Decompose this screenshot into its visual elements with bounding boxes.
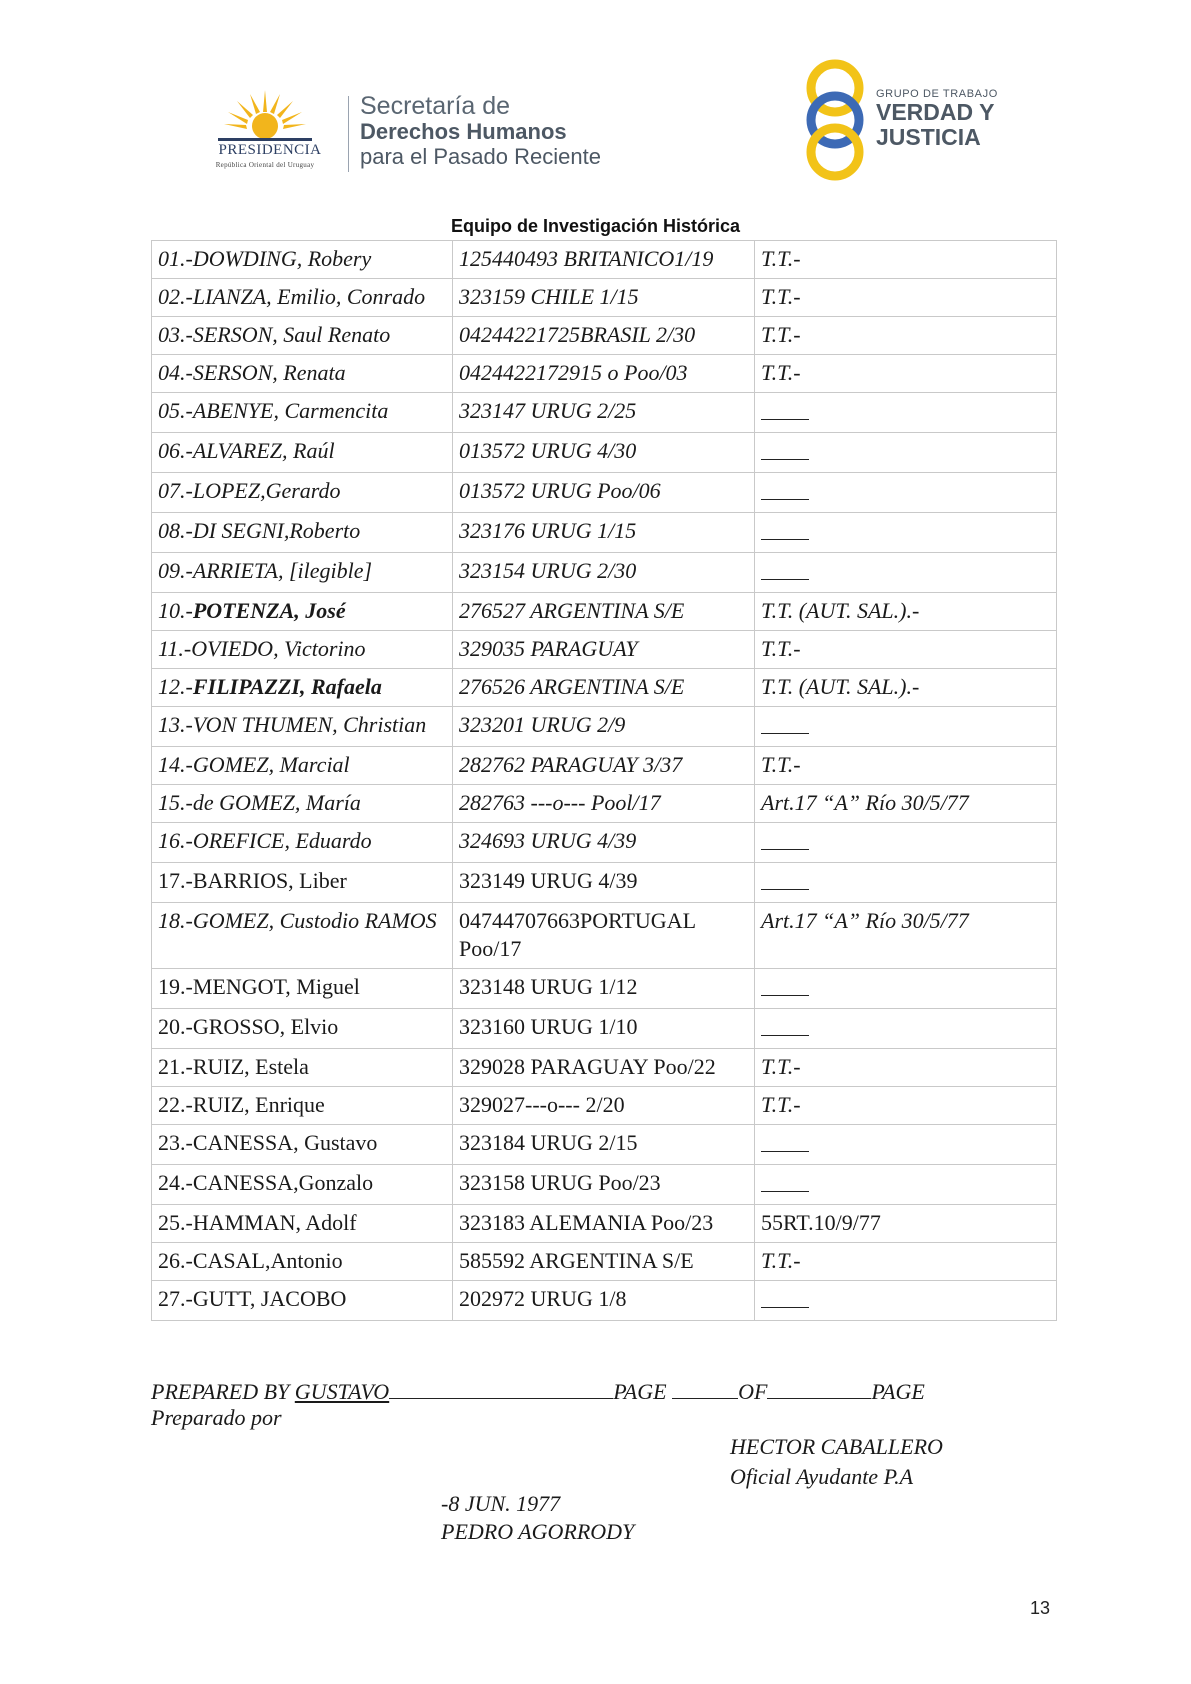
- document-cell: 323160 URUG 1/10: [453, 1009, 755, 1049]
- observation-cell: [755, 1281, 1057, 1321]
- page-number: 13: [1030, 1598, 1051, 1618]
- vj-line-2: JUSTICIA: [876, 124, 981, 150]
- row-number: 25.-: [158, 1210, 193, 1235]
- observation-cell: [755, 473, 1057, 513]
- detainee-table: [151, 240, 1057, 1321]
- secretaria-line-1: Secretaría de: [360, 92, 511, 120]
- person-name: OREFICE, Eduardo: [192, 828, 372, 853]
- person-name: LIANZA, Emilio, Conrado: [192, 284, 426, 309]
- table-row: [152, 1009, 1057, 1049]
- observation-cell: T.T.-: [755, 279, 1057, 317]
- observation-cell: T.T.-: [755, 241, 1057, 279]
- table-row: [152, 1125, 1057, 1165]
- person-name: BARRIOS, Liber: [192, 868, 347, 893]
- name-cell: [152, 969, 453, 1009]
- row-number: 13.-: [158, 712, 193, 737]
- table-row: [152, 785, 1057, 823]
- blank-line: [761, 397, 809, 420]
- table-row: [152, 279, 1057, 317]
- row-number: 20.-: [158, 1014, 193, 1039]
- document-cell: 323148 URUG 1/12: [453, 969, 755, 1009]
- row-number: 21.-: [158, 1054, 193, 1079]
- row-number: 27.-: [158, 1286, 193, 1311]
- table-row: [152, 1087, 1057, 1125]
- blank-line: [761, 1129, 809, 1152]
- document-cell: 0424422172915 o Poo/03: [453, 355, 755, 393]
- prepared-by-blank: [389, 1378, 613, 1399]
- prepared-by-label: PREPARED BY: [151, 1379, 295, 1404]
- secretaria-line-3: para el Pasado Reciente: [360, 144, 601, 169]
- table-row: [152, 747, 1057, 785]
- table-row: [152, 1165, 1057, 1205]
- blank-line: [761, 1285, 809, 1308]
- observation-cell: [755, 969, 1057, 1009]
- row-number: 24.-: [158, 1170, 193, 1195]
- table-row: [152, 553, 1057, 593]
- prepared-by-name: GUSTAVO: [294, 1379, 390, 1404]
- blank-line: [761, 867, 809, 890]
- document-cell: 323176 URUG 1/15: [453, 513, 755, 553]
- observation-cell: [755, 863, 1057, 903]
- signatory-name: HECTOR CABALLERO: [730, 1434, 943, 1459]
- person-name: CASAL,Antonio: [192, 1248, 343, 1273]
- row-number: 05.-: [158, 398, 193, 423]
- person-name: de GOMEZ, María: [192, 790, 361, 815]
- name-cell: [152, 823, 453, 863]
- blank-line: [761, 973, 809, 996]
- row-number: 17.-: [158, 868, 193, 893]
- table-row: [152, 631, 1057, 669]
- blank-line: [761, 437, 809, 460]
- row-number: 22.-: [158, 1092, 193, 1117]
- observation-cell: [755, 823, 1057, 863]
- observation-cell: T.T.-: [755, 355, 1057, 393]
- observation-cell: T.T.-: [755, 1049, 1057, 1087]
- blank-line: [761, 711, 809, 734]
- person-name: GROSSO, Elvio: [192, 1014, 339, 1039]
- person-name: DOWDING, Robery: [192, 246, 372, 271]
- signature-block-2: [441, 1490, 634, 1546]
- name-cell: [152, 241, 453, 279]
- table-row: [152, 473, 1057, 513]
- observation-cell: [755, 1165, 1057, 1205]
- row-number: 01.-: [158, 246, 193, 271]
- vj-top-label: GRUPO DE TRABAJO: [876, 88, 998, 100]
- signatory-2-name: PEDRO AGORRODY: [441, 1519, 635, 1544]
- document-cell: 323158 URUG Poo/23: [453, 1165, 755, 1205]
- page-label: PAGE: [613, 1379, 667, 1404]
- person-name: ARRIETA, [ilegible]: [192, 558, 373, 583]
- name-cell: [152, 631, 453, 669]
- observation-cell: T.T. (AUT. SAL.).-: [755, 593, 1057, 631]
- presidencia-subtitle: República Oriental del Uruguay: [215, 161, 315, 169]
- table-row: [152, 355, 1057, 393]
- name-cell: [152, 707, 453, 747]
- table-row: [152, 1049, 1057, 1087]
- secretaria-logo-text: [360, 94, 601, 169]
- person-name: RUIZ, Enrique: [192, 1092, 325, 1117]
- name-cell: [152, 355, 453, 393]
- row-number: 16.-: [158, 828, 193, 853]
- person-name: HAMMAN, Adolf: [192, 1210, 357, 1235]
- page-blank: [672, 1378, 738, 1399]
- person-name: POTENZA, José: [192, 598, 346, 623]
- name-cell: [152, 279, 453, 317]
- name-cell: [152, 1205, 453, 1243]
- table-row: [152, 903, 1057, 969]
- rings-icon: [800, 58, 870, 183]
- table-row: [152, 393, 1057, 433]
- document-cell: 323201 URUG 2/9: [453, 707, 755, 747]
- observation-cell: [755, 553, 1057, 593]
- table-row: [152, 593, 1057, 631]
- row-number: 09.-: [158, 558, 193, 583]
- observation-cell: 55RT.10/9/77: [755, 1205, 1057, 1243]
- document-cell: 125440493 BRITANICO1/19: [453, 241, 755, 279]
- person-name: GUTT, JACOBO: [192, 1286, 347, 1311]
- blank-line: [761, 1013, 809, 1036]
- blank-line: [761, 1169, 809, 1192]
- name-cell: [152, 903, 453, 969]
- table-row: [152, 823, 1057, 863]
- row-number: 07.-: [158, 478, 193, 503]
- table-row: [152, 1281, 1057, 1321]
- blank-line: [761, 557, 809, 580]
- person-name: VON THUMEN, Christian: [192, 712, 427, 737]
- document-cell: 329027---o--- 2/20: [453, 1087, 755, 1125]
- document-cell: 323159 CHILE 1/15: [453, 279, 755, 317]
- row-number: 02.-: [158, 284, 193, 309]
- table-row: [152, 669, 1057, 707]
- observation-cell: [755, 707, 1057, 747]
- row-number: 03.-: [158, 322, 193, 347]
- observation-cell: T.T.-: [755, 1243, 1057, 1281]
- name-cell: [152, 473, 453, 513]
- section-title: Equipo de Investigación Histórica: [450, 216, 741, 236]
- name-cell: [152, 393, 453, 433]
- blank-line: [761, 477, 809, 500]
- document-cell: 323183 ALEMANIA Poo/23: [453, 1205, 755, 1243]
- observation-cell: [755, 1125, 1057, 1165]
- person-name: SERSON, Renata: [192, 360, 346, 385]
- blank-line: [761, 517, 809, 540]
- document-cell: 282762 PARAGUAY 3/37: [453, 747, 755, 785]
- prepared-by-line: [151, 1378, 925, 1405]
- name-cell: [152, 1281, 453, 1321]
- observation-cell: Art.17 “A” Río 30/5/77: [755, 903, 1057, 969]
- document-cell: 323154 URUG 2/30: [453, 553, 755, 593]
- name-cell: [152, 1125, 453, 1165]
- row-number: 19.-: [158, 974, 193, 999]
- observation-cell: T.T. (AUT. SAL.).-: [755, 669, 1057, 707]
- name-cell: [152, 1049, 453, 1087]
- name-cell: [152, 863, 453, 903]
- blank-line: [761, 827, 809, 850]
- document-cell: 276526 ARGENTINA S/E: [453, 669, 755, 707]
- document-cell: 585592 ARGENTINA S/E: [453, 1243, 755, 1281]
- row-number: 11.-: [158, 636, 192, 661]
- vj-line-1: VERDAD Y: [876, 99, 995, 125]
- document-cell: 013572 URUG Poo/06: [453, 473, 755, 513]
- verdad-justicia-logo: [800, 58, 1030, 183]
- observation-cell: T.T.-: [755, 1087, 1057, 1125]
- document-cell: 013572 URUG 4/30: [453, 433, 755, 473]
- person-name: MENGOT, Miguel: [192, 974, 360, 999]
- name-cell: [152, 433, 453, 473]
- sun-icon: [190, 86, 340, 146]
- person-name: SERSON, Saul Renato: [192, 322, 391, 347]
- table-row: [152, 863, 1057, 903]
- document-date: -8 JUN. 1977: [441, 1491, 561, 1516]
- person-name: LOPEZ,Gerardo: [192, 478, 341, 503]
- person-name: GOMEZ, Custodio RAMOS: [192, 908, 437, 933]
- row-number: 04.-: [158, 360, 193, 385]
- name-cell: [152, 1087, 453, 1125]
- logo-divider: [348, 96, 349, 172]
- observation-cell: [755, 393, 1057, 433]
- name-cell: [152, 1009, 453, 1049]
- document-cell: 04244221725BRASIL 2/30: [453, 317, 755, 355]
- of-label: OF: [738, 1379, 768, 1404]
- row-number: 10.-: [158, 598, 193, 623]
- name-cell: [152, 1165, 453, 1205]
- observation-cell: T.T.-: [755, 317, 1057, 355]
- observation-cell: Art.17 “A” Río 30/5/77: [755, 785, 1057, 823]
- of-blank: [767, 1378, 871, 1399]
- document-cell: 202972 URUG 1/8: [453, 1281, 755, 1321]
- person-name: CANESSA, Gustavo: [192, 1130, 378, 1155]
- table-row: [152, 241, 1057, 279]
- observation-cell: T.T.-: [755, 631, 1057, 669]
- presidencia-logo: [190, 86, 340, 178]
- row-number: 26.-: [158, 1248, 193, 1273]
- table-row: [152, 433, 1057, 473]
- document-cell: 323184 URUG 2/15: [453, 1125, 755, 1165]
- table-row: [152, 317, 1057, 355]
- name-cell: [152, 1243, 453, 1281]
- observation-cell: [755, 513, 1057, 553]
- document-cell: 323147 URUG 2/25: [453, 393, 755, 433]
- observation-cell: T.T.-: [755, 747, 1057, 785]
- row-number: 18.-: [158, 908, 193, 933]
- document-cell: 329028 PARAGUAY Poo/22: [453, 1049, 755, 1087]
- row-number: 08.-: [158, 518, 193, 543]
- page-label-2: PAGE: [871, 1379, 925, 1404]
- person-name: OVIEDO, Victorino: [191, 636, 366, 661]
- document-cell: 04744707663PORTUGAL Poo/17: [453, 903, 755, 969]
- name-cell: [152, 513, 453, 553]
- person-name: RUIZ, Estela: [192, 1054, 309, 1079]
- name-cell: [152, 317, 453, 355]
- person-name: CANESSA,Gonzalo: [192, 1170, 374, 1195]
- row-number: 14.-: [158, 752, 193, 777]
- observation-cell: [755, 1009, 1057, 1049]
- person-name: ALVAREZ, Raúl: [192, 438, 335, 463]
- name-cell: [152, 669, 453, 707]
- document-cell: 324693 URUG 4/39: [453, 823, 755, 863]
- row-number: 15.-: [158, 790, 193, 815]
- name-cell: [152, 593, 453, 631]
- presidencia-label: PRESIDENCIA: [218, 142, 322, 158]
- preparado-por: Preparado por: [151, 1405, 282, 1430]
- document-cell: 276527 ARGENTINA S/E: [453, 593, 755, 631]
- person-name: ABENYE, Carmencita: [192, 398, 389, 423]
- person-name: DI SEGNI,Roberto: [192, 518, 361, 543]
- signature-block-1: [730, 1432, 943, 1492]
- table-row: [152, 969, 1057, 1009]
- name-cell: [152, 747, 453, 785]
- document-cell: 282763 ---o--- Pool/17: [453, 785, 755, 823]
- row-number: 23.-: [158, 1130, 193, 1155]
- verdad-justicia-text: [876, 88, 998, 150]
- document-cell: 329035 PARAGUAY: [453, 631, 755, 669]
- person-name: FILIPAZZI, Rafaela: [192, 674, 382, 699]
- table-row: [152, 1205, 1057, 1243]
- table-row: [152, 707, 1057, 747]
- name-cell: [152, 553, 453, 593]
- row-number: 06.-: [158, 438, 193, 463]
- secretaria-line-2: Derechos Humanos: [360, 119, 567, 144]
- signatory-title: Oficial Ayudante P.A: [730, 1464, 914, 1489]
- observation-cell: [755, 433, 1057, 473]
- person-name: GOMEZ, Marcial: [192, 752, 350, 777]
- table-row: [152, 513, 1057, 553]
- row-number: 12.-: [158, 674, 193, 699]
- table-row: [152, 1243, 1057, 1281]
- table-body: [152, 241, 1057, 1321]
- document-cell: 323149 URUG 4/39: [453, 863, 755, 903]
- name-cell: [152, 785, 453, 823]
